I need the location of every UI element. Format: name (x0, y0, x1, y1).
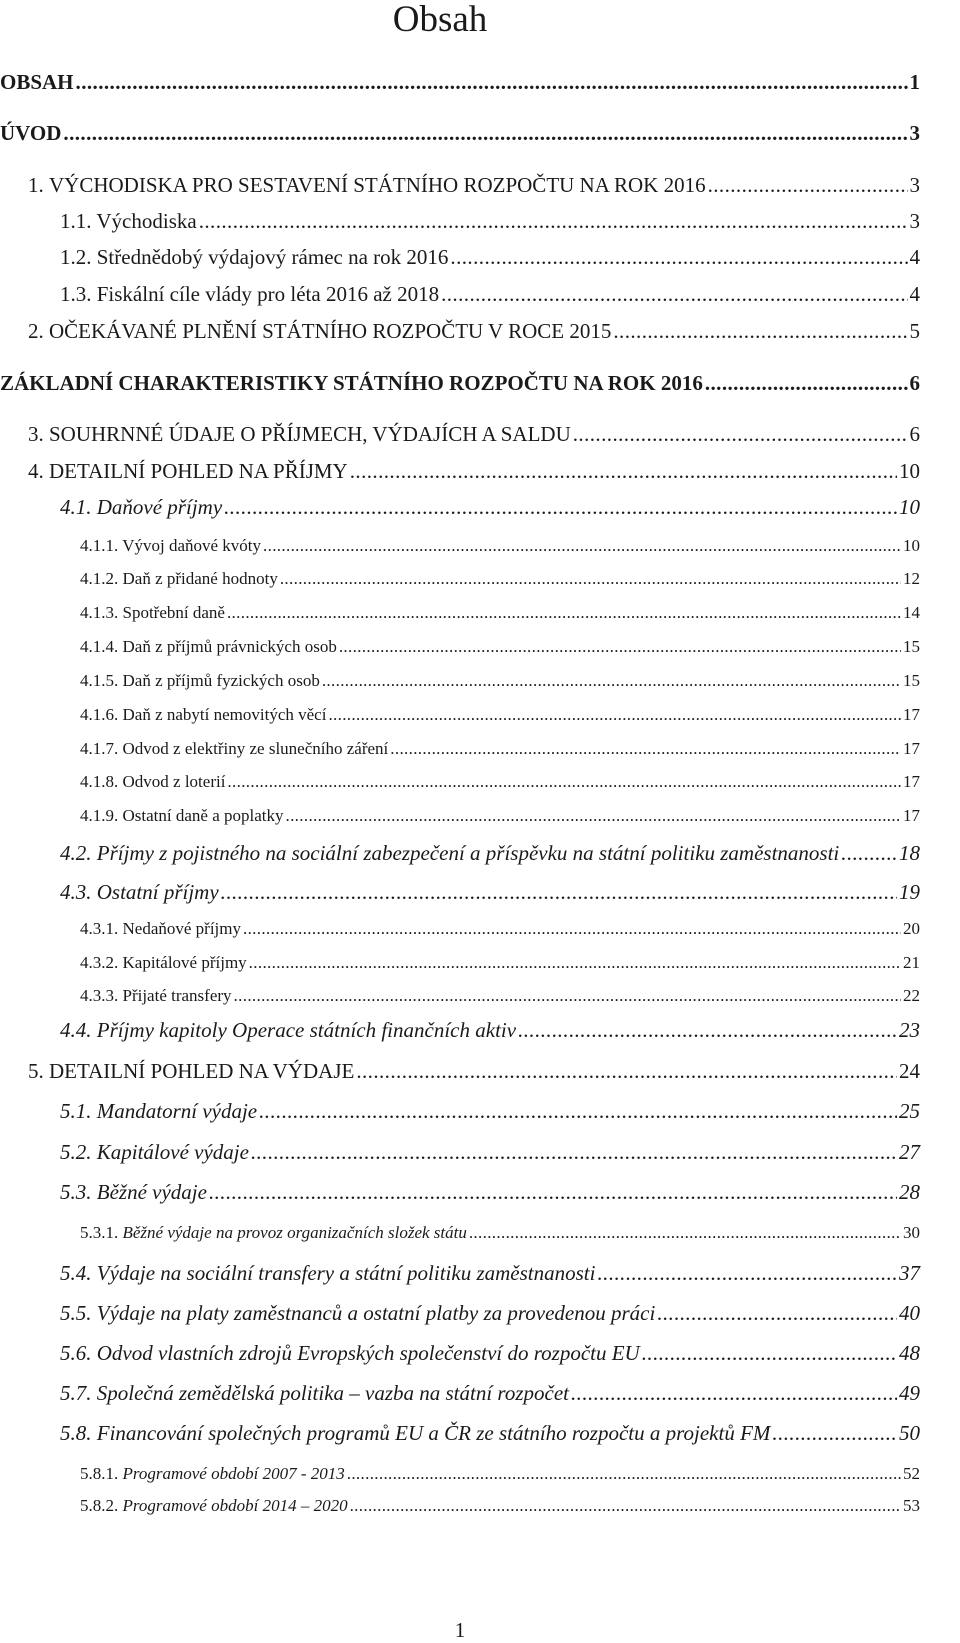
toc-entry-page: 17 (903, 739, 920, 758)
toc-dot-leader (209, 1180, 897, 1205)
toc-entry-number: 4.3.3. (80, 986, 119, 1005)
toc-entry-number: 3. (28, 422, 44, 446)
toc-entry-number: 4.1. (60, 495, 92, 519)
toc-entry-number: 4.3.2. (80, 953, 119, 972)
toc-entry-page: 23 (899, 1018, 920, 1042)
toc-entry-label: Programové období 2014 – 2020 (122, 1496, 348, 1515)
toc-entry-number: 1.2. (60, 245, 92, 269)
toc-entry-label: Ostatní příjmy (96, 880, 219, 904)
toc-entry-label: Odvod z loterií (122, 772, 226, 791)
toc-entry-4-3[interactable] (60, 880, 920, 905)
toc-entry-number: 4.1.2. (80, 569, 119, 588)
toc-entry-number: 4.1.3. (80, 603, 119, 622)
toc-entry-5-4[interactable] (60, 1261, 920, 1286)
toc-entry-page: 27 (899, 1140, 920, 1164)
toc-entry-page: 18 (899, 841, 920, 865)
toc-entry-number: 2. (28, 319, 44, 343)
toc-entry-label: Daň z přidané hodnoty (122, 569, 278, 588)
toc-entry-number: 4.1.1. (80, 536, 119, 555)
toc-entry-5-5[interactable] (60, 1301, 920, 1326)
toc-entry-number: 5.8.1. (80, 1464, 119, 1483)
toc-entry-number: 5.5. (60, 1301, 92, 1325)
toc-entry-label: OČEKÁVANÉ PLNĚNÍ STÁTNÍHO ROZPOČTU V ROCE 2015 (49, 319, 612, 343)
toc-entry-number: 4.3.1. (80, 919, 119, 938)
toc-entry-4-1-4[interactable] (80, 637, 920, 657)
page-title: Obsah (392, 0, 488, 40)
toc-dot-leader (450, 245, 907, 270)
toc-dot-leader (227, 772, 901, 792)
toc-entry-page: 10 (903, 536, 920, 555)
toc-entry-number: 4.1.8. (80, 772, 119, 791)
toc-entry-page: 52 (903, 1464, 920, 1483)
toc-entry-number: 5.4. (60, 1261, 92, 1285)
toc-entry-label: Vývoj daňové kvóty (122, 536, 262, 555)
toc-entry-label: Daň z nabytí nemovitých věcí (122, 705, 327, 724)
toc-entry-label: Financování společných programů EU a ČR ze státního rozpočtu a projektů FM (96, 1421, 771, 1445)
toc-entry-number: 5.7. (60, 1381, 92, 1405)
toc-entry-number: 5.2. (60, 1140, 92, 1164)
toc-dot-leader (642, 1341, 897, 1366)
toc-entry-page: 19 (899, 880, 920, 904)
toc-entry-5-1[interactable] (60, 1099, 920, 1124)
toc-entry-4-1-5[interactable] (80, 671, 920, 691)
toc-entry-3[interactable] (28, 422, 920, 447)
toc-entry-label: Odvod z elektřiny ze slunečního záření (122, 739, 389, 758)
toc-entry-page: 10 (899, 459, 920, 483)
toc-entry-label: Fiskální cíle vlády pro léta 2016 až 2018 (96, 282, 440, 306)
toc-dot-leader (339, 637, 901, 657)
toc-entry-label: Střednědobý výdajový rámec na rok 2016 (96, 245, 449, 269)
toc-entry-4-1-9[interactable] (80, 806, 920, 826)
toc-entry-4-1-2[interactable] (80, 569, 920, 589)
toc-entry-page: 20 (903, 919, 920, 938)
toc-entry-page: 3 (909, 121, 920, 145)
toc-entry-5-8-2[interactable] (80, 1496, 920, 1516)
toc-entry-label: Běžné výdaje na provoz organizačních složek státu (122, 1223, 467, 1242)
toc-entry-page: 17 (903, 806, 920, 825)
toc-dot-leader (259, 1099, 897, 1124)
toc-entry-number: 1.1. (60, 209, 92, 233)
toc-entry-page: 4 (909, 282, 920, 306)
toc-entry-number: 5.8.2. (80, 1496, 119, 1515)
toc-dot-leader (841, 841, 897, 866)
toc-entry-label: Příjmy kapitoly Operace státních finančních aktiv (96, 1018, 517, 1042)
toc-dot-leader (234, 986, 901, 1006)
toc-entry-label: OBSAH (0, 70, 74, 94)
toc-entry-5[interactable] (28, 1059, 920, 1084)
toc-dot-leader (224, 495, 897, 520)
toc-dot-leader (251, 1140, 897, 1165)
toc-entry-page: 48 (899, 1341, 920, 1365)
toc-dot-leader (571, 1381, 897, 1406)
toc-entry-label: Společná zemědělská politika – vazba na státní rozpočet (96, 1381, 569, 1405)
toc-entry-page: 49 (899, 1381, 920, 1405)
toc-dot-leader (597, 1261, 897, 1286)
toc-entry-label: Mandatorní výdaje (96, 1099, 258, 1123)
toc-entry-uvod[interactable] (0, 121, 920, 146)
toc-entry-4-1-1[interactable] (80, 536, 920, 556)
toc-entry-page: 14 (903, 603, 920, 622)
toc-dot-leader (286, 806, 902, 826)
toc-entry-label: Nedaňové příjmy (122, 919, 241, 938)
toc-entry-label: Daňové příjmy (96, 495, 223, 519)
toc-entry-page: 17 (903, 772, 920, 791)
toc-entry-label: Přijaté transfery (122, 986, 232, 1005)
toc-dot-leader (613, 319, 907, 344)
toc-entry-1-1[interactable] (60, 209, 920, 234)
toc-entry-page: 6 (909, 422, 920, 446)
toc-entry-page: 3 (909, 173, 920, 197)
toc-entry-page: 28 (899, 1180, 920, 1204)
toc-entry-5-8-1[interactable] (80, 1464, 920, 1484)
toc-entry-label: Odvod vlastních zdrojů Evropských společenství do rozpočtu EU (96, 1341, 640, 1365)
toc-entry-number: 5. (28, 1059, 44, 1083)
toc-entry-5-3[interactable] (60, 1180, 920, 1205)
toc-entry-label: Daň z příjmů právnických osob (122, 637, 337, 656)
toc-entry-number: 4.1.6. (80, 705, 119, 724)
toc-dot-leader (249, 953, 901, 973)
toc-entry-label: VÝCHODISKA PRO SESTAVENÍ STÁTNÍHO ROZPOČTU NA ROK 2016 (49, 173, 706, 197)
toc-entry-number: 4. (28, 459, 44, 483)
toc-dot-leader (328, 705, 901, 725)
toc-dot-leader (347, 1464, 901, 1484)
toc-entry-number: 5.6. (60, 1341, 92, 1365)
toc-dot-leader (573, 422, 908, 447)
toc-entry-4-1-3[interactable] (80, 603, 920, 623)
toc-entry-page: 22 (903, 986, 920, 1005)
toc-entry-number: 4.1.4. (80, 637, 119, 656)
toc-dot-leader (322, 671, 901, 691)
toc-entry-label: Východiska (96, 209, 197, 233)
toc-entry-page: 21 (903, 953, 920, 972)
toc-dot-leader (350, 1496, 901, 1516)
toc-entry-page: 6 (909, 371, 920, 395)
toc-dot-leader (263, 536, 901, 556)
toc-entry-label: Kapitálové příjmy (122, 953, 247, 972)
toc-dot-leader (356, 1059, 897, 1084)
toc-entry-number: 5.3. (60, 1180, 92, 1204)
toc-entry-number: 4.2. (60, 841, 92, 865)
toc-entry-label: Daň z příjmů fyzických osob (122, 671, 320, 690)
toc-entry-label: DETAILNÍ POHLED NA VÝDAJE (49, 1059, 355, 1083)
toc-entry-number: 4.1.5. (80, 671, 119, 690)
toc-entry-page: 3 (909, 209, 920, 233)
toc-entry-4-2[interactable] (60, 841, 920, 866)
toc-entry-label: Programové období 2007 - 2013 (122, 1464, 345, 1483)
page-number: 1 (454, 1618, 466, 1642)
toc-dot-leader (705, 371, 908, 396)
toc-entry-number: 5.8. (60, 1421, 92, 1445)
toc-entry-page: 30 (903, 1223, 920, 1242)
toc-entry-number: 5.3.1. (80, 1223, 119, 1242)
toc-entry-5-8[interactable] (60, 1421, 920, 1446)
toc-entry-page: 37 (899, 1261, 920, 1285)
toc-entry-zakladni-charakteris[interactable] (0, 371, 920, 396)
toc-entry-number: 1.3. (60, 282, 92, 306)
toc-entry-label: DETAILNÍ POHLED NA PŘÍJMY (49, 459, 348, 483)
toc-entry-4-4[interactable] (60, 1018, 920, 1043)
toc-entry-page: 4 (909, 245, 920, 269)
toc-dot-leader (280, 569, 901, 589)
toc-entry-4-1-8[interactable] (80, 772, 920, 792)
toc-entry-obsah[interactable] (0, 70, 920, 95)
toc-dot-leader (657, 1301, 897, 1326)
toc-entry-label: ÚVOD (0, 121, 62, 145)
toc-entry-page: 10 (899, 495, 920, 519)
toc-entry-4-3-1[interactable] (80, 919, 920, 939)
toc-entry-label: Spotřební daně (122, 603, 225, 622)
toc-entry-number: 5.1. (60, 1099, 92, 1123)
toc-entry-page: 17 (903, 705, 920, 724)
toc-dot-leader (350, 459, 897, 484)
toc-entry-4-1[interactable] (60, 495, 920, 520)
toc-dot-leader (708, 173, 908, 198)
toc-dot-leader (390, 739, 901, 759)
toc-entry-1-3[interactable] (60, 282, 920, 307)
toc-entry-label: SOUHRNNÉ ÚDAJE O PŘÍJMECH, VÝDAJÍCH A SALDU (49, 422, 571, 446)
toc-entry-label: ZÁKLADNÍ CHARAKTERISTIKY STÁTNÍHO ROZPOČTU NA ROK 2016 (0, 371, 703, 395)
toc-entry-4-1-7[interactable] (80, 739, 920, 759)
toc-dot-leader (63, 121, 907, 146)
toc-entry-4-1-6[interactable] (80, 705, 920, 725)
toc-dot-leader (469, 1223, 901, 1243)
toc-entry-2[interactable] (28, 319, 920, 344)
toc-entry-page: 15 (903, 637, 920, 656)
toc-entry-number: 4.1.7. (80, 739, 119, 758)
toc-dot-leader (221, 880, 897, 905)
toc-entry-page: 53 (903, 1496, 920, 1515)
toc-entry-4[interactable] (28, 459, 920, 484)
toc-entry-page: 24 (899, 1059, 920, 1083)
toc-entry-page: 50 (899, 1421, 920, 1445)
toc-entry-label: Běžné výdaje (96, 1180, 207, 1204)
toc-entry-page: 40 (899, 1301, 920, 1325)
toc-entry-page: 12 (903, 569, 920, 588)
toc-entry-label: Kapitálové výdaje (96, 1140, 249, 1164)
toc-entry-number: 1. (28, 173, 44, 197)
toc-entry-label: Ostatní daně a poplatky (122, 806, 284, 825)
toc-dot-leader (518, 1018, 897, 1043)
toc-dot-leader (441, 282, 907, 307)
toc-entry-4-3-3[interactable] (80, 986, 920, 1006)
toc-dot-leader (772, 1421, 897, 1446)
toc-dot-leader (227, 603, 901, 623)
toc-entry-1-2[interactable] (60, 245, 920, 270)
toc-entry-number: 4.4. (60, 1018, 92, 1042)
toc-entry-number: 4.1.9. (80, 806, 119, 825)
toc-entry-page: 15 (903, 671, 920, 690)
toc-entry-number: 4.3. (60, 880, 92, 904)
toc-entry-page: 1 (909, 70, 920, 94)
toc-entry-5-6[interactable] (60, 1341, 920, 1366)
toc-dot-leader (199, 209, 908, 234)
toc-entry-label: Příjmy z pojistného na sociální zabezpečení a příspěvku na státní politiku zaměstnanosti (96, 841, 840, 865)
toc-dot-leader (76, 70, 908, 95)
toc-entry-5-2[interactable] (60, 1140, 920, 1165)
toc-entry-4-3-2[interactable] (80, 953, 920, 973)
toc-entry-5-7[interactable] (60, 1381, 920, 1406)
toc-dot-leader (243, 919, 901, 939)
toc-entry-1[interactable] (28, 173, 920, 198)
toc-entry-5-3-1[interactable] (80, 1223, 920, 1243)
toc-entry-label: Výdaje na sociální transfery a státní politiku zaměstnanosti (96, 1261, 596, 1285)
toc-entry-label: Výdaje na platy zaměstnanců a ostatní platby za provedenou práci (96, 1301, 656, 1325)
toc-entry-page: 5 (909, 319, 920, 343)
toc-entry-page: 25 (899, 1099, 920, 1123)
